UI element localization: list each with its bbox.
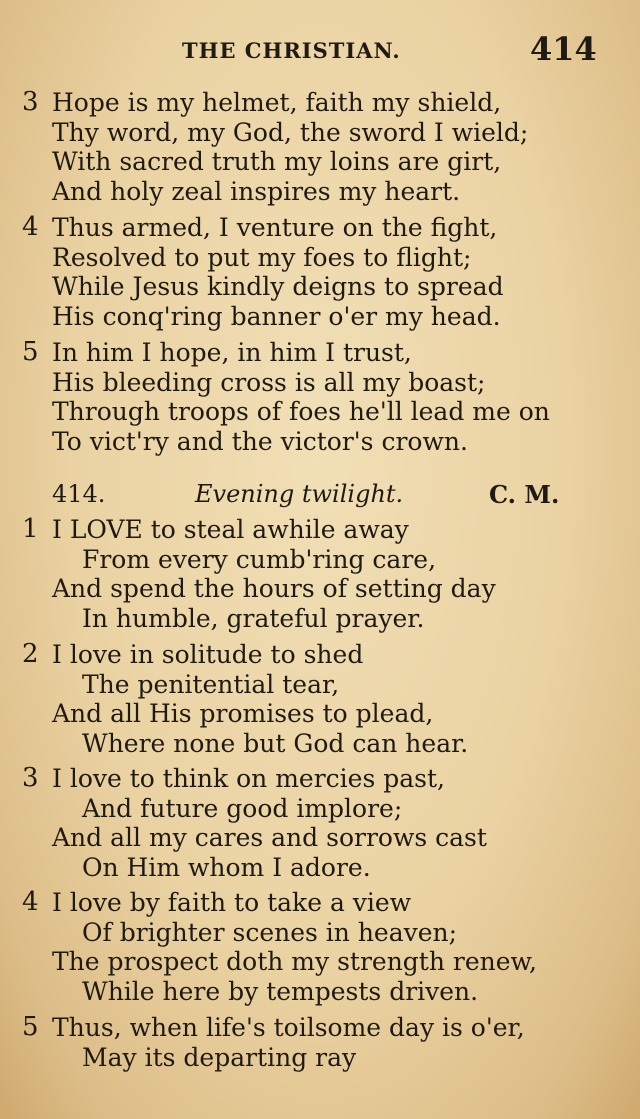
verse-line: Thy word, my God, the sword I wield; [52,117,529,147]
verse-line: The penitential tear, [82,669,340,699]
verse-line: On Him whom I adore. [82,852,371,882]
verse-number: 3 [22,763,39,793]
verse-line: Resolved to put my foes to flight; [52,242,472,272]
hymn-title: Evening twilight. [195,480,404,508]
verse-line: And future good implore; [82,793,403,823]
verse-line: In humble, grateful prayer. [82,603,425,633]
verse-line: His conq'ring banner o'er my head. [52,301,501,331]
verse-line: And holy zeal inspires my heart. [52,176,461,206]
verse-line: The prospect doth my strength renew, [52,947,537,976]
verse-line: I LOVE to steal awhile away [52,515,409,544]
verse-line: May its departing ray [82,1042,357,1072]
verse-line: To vict'ry and the victor's crown. [52,426,468,456]
verse-line: In him I hope, in him I trust, [52,338,412,367]
verse-number: 4 [22,212,39,242]
verse-line: His bleeding cross is all my boast; [52,367,486,397]
verse-line: While Jesus kindly deigns to spread [52,272,504,301]
page-number: 414 [530,30,597,68]
verse-number: 3 [22,87,39,117]
verse-line: Thus, when life's toilsome day is o'er, [52,1013,525,1042]
verse-line: And all His promises to plead, [52,699,434,728]
hymn-number: 414. [52,480,106,508]
verse-number: 1 [22,514,39,544]
hymn-heading [0,480,640,512]
running-title: THE CHRISTIAN. [182,38,401,63]
verse-number: 2 [22,639,39,669]
verse-line: Where none but God can hear. [82,728,469,758]
verse-line: Thus armed, I venture on the fight, [52,213,498,242]
verse-number: 5 [22,337,39,367]
verse-line: Through troops of foes he'll lead me on [52,397,550,426]
verse-line: While here by tempests driven. [82,976,479,1006]
verse-number: 4 [22,887,39,917]
verse-line: Hope is my helmet, faith my shield, [52,88,502,117]
verse-line: I love to think on mercies past, [52,764,445,793]
verse-line: From every cumb'ring care, [82,544,437,574]
verse-line: Of brighter scenes in heaven; [82,917,458,947]
verse-number: 5 [22,1012,39,1042]
verse-line: And spend the hours of setting day [52,574,496,603]
verse-line: And all my cares and sorrows cast [52,823,487,852]
verse-line: I love by faith to take a view [52,888,412,917]
page-header [0,30,640,70]
verse-line: I love in solitude to shed [52,640,364,669]
verse-line: With sacred truth my loins are girt, [52,147,502,176]
hymn-meter: C. M. [489,480,560,509]
